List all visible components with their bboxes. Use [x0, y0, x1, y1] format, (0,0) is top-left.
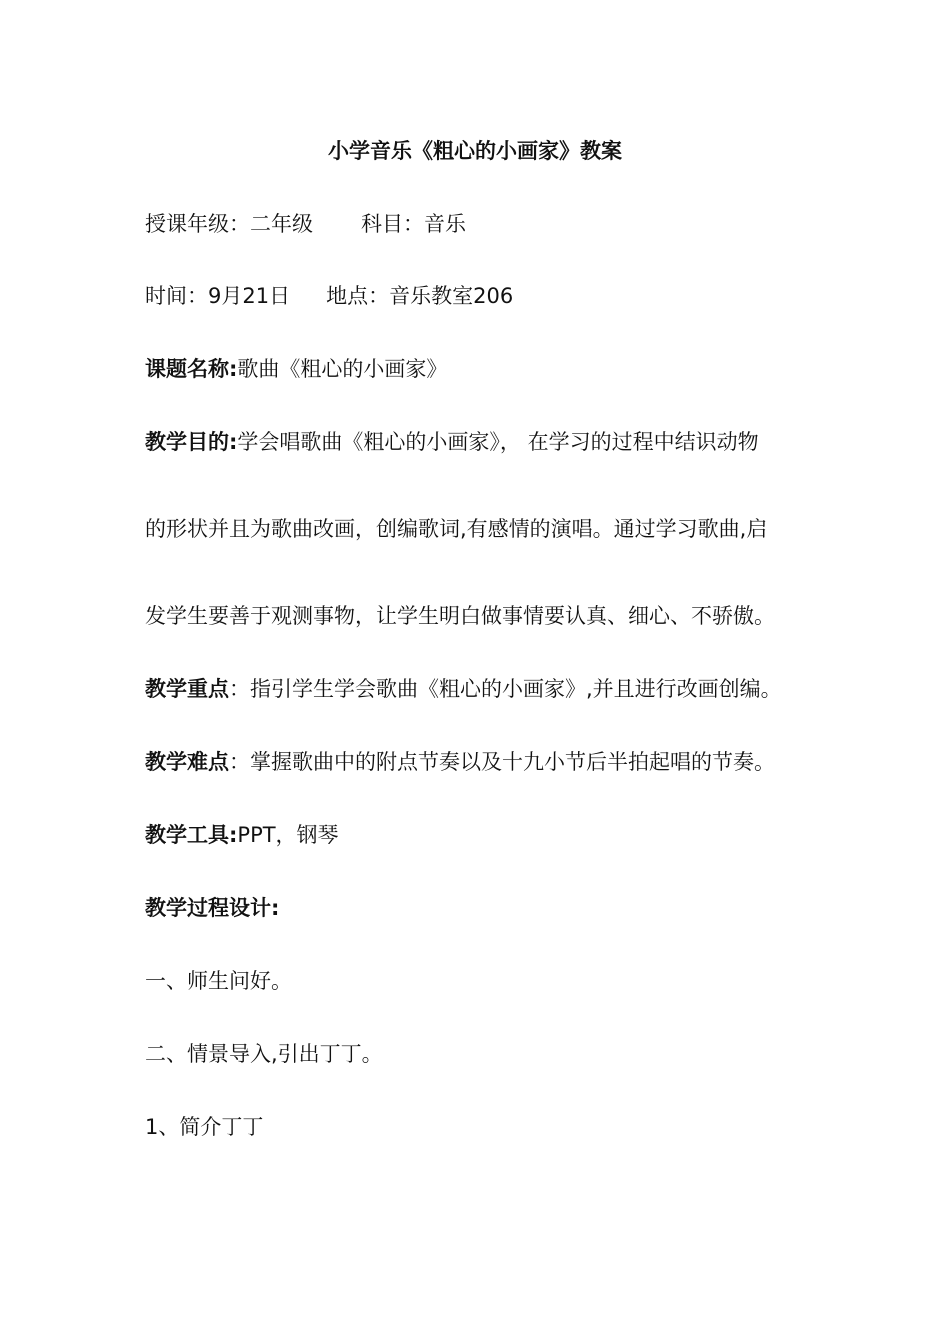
- objective-line-2: [145, 514, 815, 544]
- document-title: 小学音乐《粗心的小画家》教案: [328, 139, 622, 163]
- tools-value: PPT，钢琴: [237, 823, 339, 847]
- process-label: 教学过程设计:: [145, 896, 280, 920]
- step-2-1-line: [145, 1112, 815, 1142]
- difficulty-line: [145, 747, 815, 777]
- key-point-label: 教学重点: [145, 677, 229, 701]
- objective-text-2: 的形状并且为歌曲改画，创编歌词,有感情的演唱。通过学习歌曲,启: [145, 517, 768, 541]
- objective-label: 教学目的:: [145, 430, 238, 454]
- time-label: 时间：: [145, 284, 208, 308]
- time-place-line: [145, 281, 815, 311]
- grade-label: 授课年级：: [145, 212, 250, 236]
- difficulty-value: ：掌握歌曲中的附点节奏以及十九小节后半拍起唱的节奏。: [229, 750, 775, 774]
- objective-line-3: [145, 601, 815, 631]
- place-value: 音乐教室206: [389, 284, 514, 308]
- time-value: 9月21日: [208, 284, 291, 308]
- objective-line-1: [145, 427, 815, 457]
- grade-value: 二年级: [250, 212, 313, 236]
- difficulty-label: 教学难点: [145, 750, 229, 774]
- subject-value: 音乐: [424, 212, 466, 236]
- objective-text-3: 发学生要善于观测事物，让学生明白做事情要认真、细心、不骄傲。: [145, 604, 775, 628]
- place-label: 地点：: [326, 284, 390, 308]
- topic-value: 歌曲《粗心的小画家》: [237, 357, 448, 381]
- tools-line: [145, 820, 815, 850]
- grade-subject-line: [145, 209, 815, 239]
- step-1-text: 一、师生问好。: [145, 969, 292, 993]
- key-point-value: ：指引学生学会歌曲《粗心的小画家》,并且进行改画创编。: [229, 677, 782, 701]
- step-2-1-text: 1、简介丁丁: [145, 1115, 264, 1139]
- process-line: [145, 893, 815, 923]
- tools-label: 教学工具:: [145, 823, 238, 847]
- subject-label: 科目：: [361, 212, 424, 236]
- objective-text-1: 学会唱歌曲《粗心的小画家》， 在学习的过程中结识动物: [237, 430, 759, 454]
- topic-label: 课题名称:: [145, 357, 238, 381]
- step-2-line: [145, 1039, 815, 1069]
- step-1-line: [145, 966, 815, 996]
- topic-line: [145, 354, 815, 384]
- key-point-line: [145, 674, 815, 704]
- step-2-text: 二、情景导入,引出丁丁。: [145, 1042, 383, 1066]
